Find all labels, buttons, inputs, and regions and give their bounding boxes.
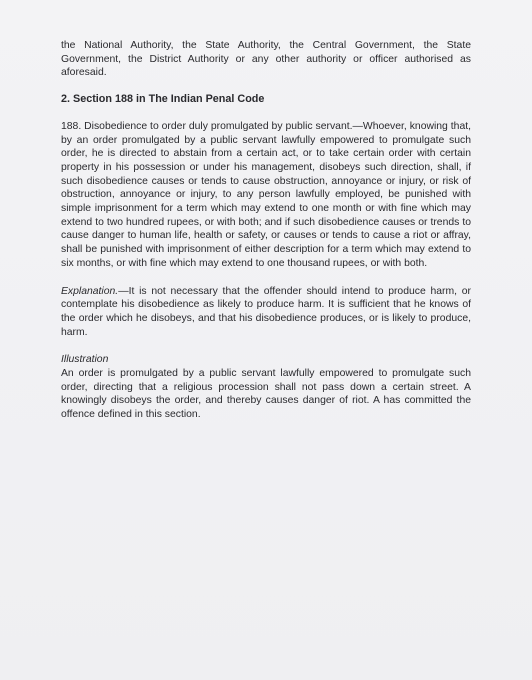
explanation-text: —It is not necessary that the offender should intend to produce harm, or contemplate his disobedience as likely to produce harm. It is sufficient that he knows of the order which he disobeys, and that his disobedience produces, or is likely to produce, harm. [61, 285, 471, 338]
section-188-paragraph: 188. Disobedience to order duly promulgated by public servant.—Whoever, knowing that, by an order promulgated by a public servant lawfully empowered to promulgate such order, he is directed to abstain from a certain act, or to take certain order with certain property in his possession or under his management, disobeys such direction, shall, if such disobedience causes or tends to cause obstruction, annoyance or injury, or risk of obstruction, annoyance or injury, to any person lawfully employed, be punished with simple imprisonment for a term which may extend to one month or with fine which may extend to two hundred rupees, or with both; and if such disobedience causes or trends to cause danger to human life, health or safety, or causes or tends to cause a riot or affray, shall be punished with imprisonment of either description for a term which may extend to six months, or with fine which may extend to one thousand rupees, or with both. [61, 120, 471, 269]
explanation-label: Explanation. [61, 285, 119, 297]
explanation-paragraph [61, 285, 471, 340]
document-body [61, 39, 471, 422]
illustration-title: Illustration [61, 354, 109, 366]
section-heading: 2. Section 188 in The Indian Penal Code [61, 93, 265, 106]
illustration-paragraph: An order is promulgated by a public servant lawfully empowered to promulgate such order, directing that a religious procession shall not pass down a certain street. A knowingly disobeys the order, and thereby causes danger of riot. A has committed the offence defined in this section. [61, 368, 471, 421]
intro-paragraph: the National Authority, the State Authority, the Central Government, the State Government, the District Authority or any other authority or officer authorised as aforesaid. [61, 40, 471, 79]
